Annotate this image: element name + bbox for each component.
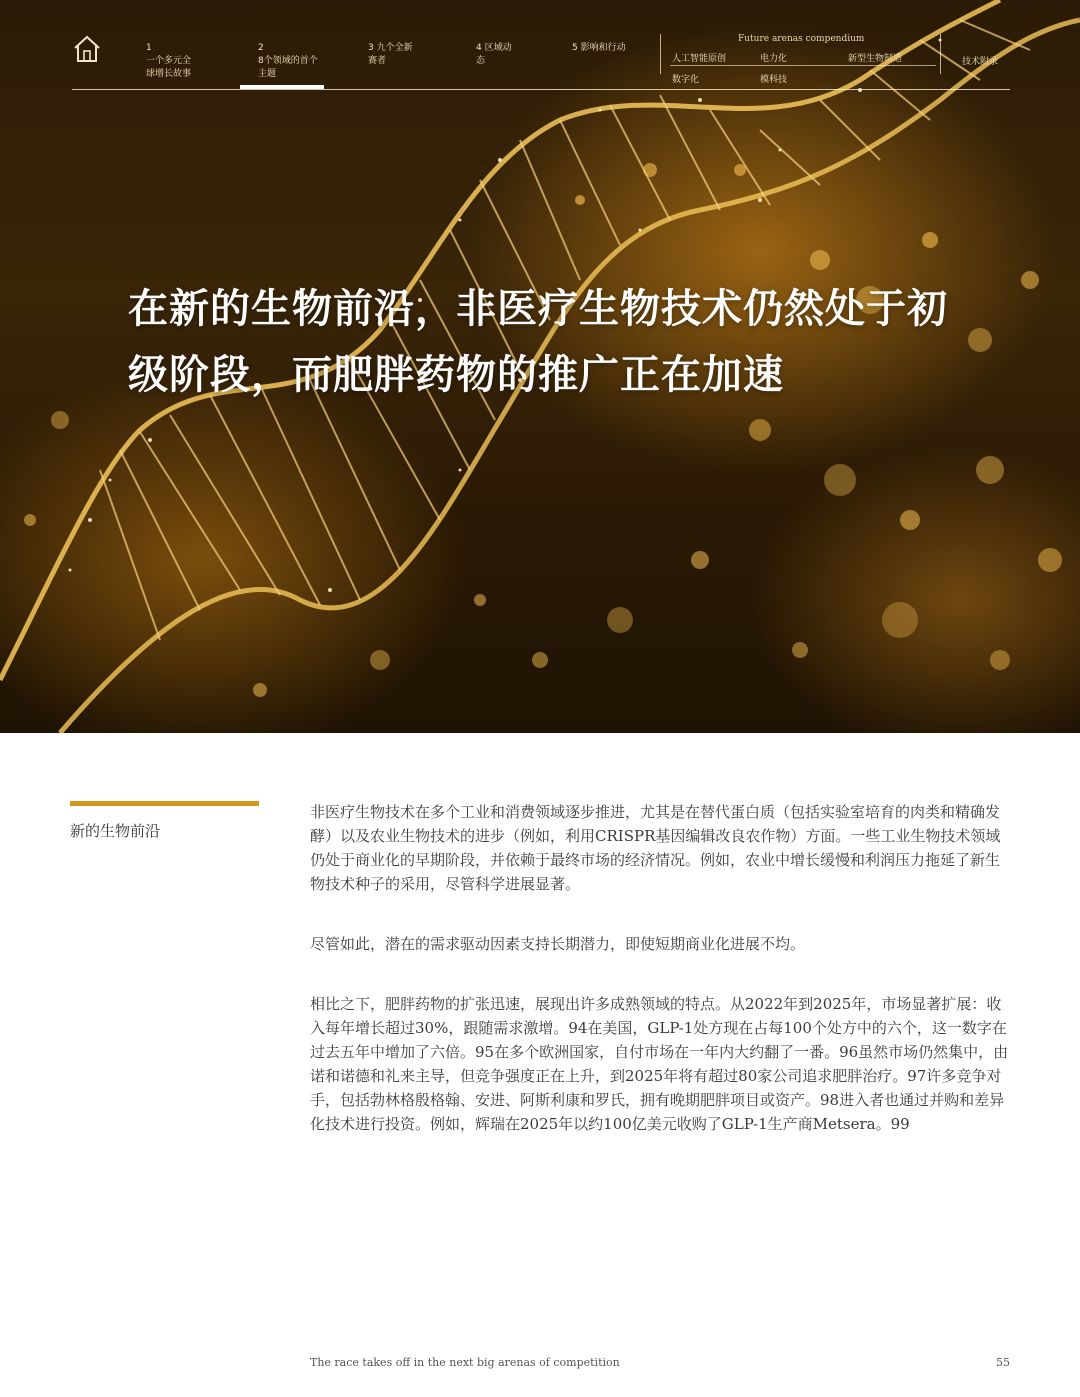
section-label: 新的生物前沿 [70,822,161,840]
nav-item-3[interactable] [368,42,454,68]
nav-group-item-electrification[interactable]: 电力化 [760,54,788,64]
paragraph-1: 非医疗生物技术在多个工业和消费领域逐步推进，尤其是在替代蛋白质（包括实验室培育的肉类和精确发酵）以及农业生物技术的进步（例如，利用CRISPR基因编辑改良农作物）方面。一些工业生物技术领域仍处于商业化的早期阶段，并依赖于最终市场的经济情况。例如，农业中增长缓慢和利润压力拖延了新生物技术种子的采用，尽管科学进展显著。 [310,803,1001,893]
nav-group-item-digital[interactable]: 数字化 [672,75,700,85]
nav-item-5[interactable] [572,42,658,55]
nav-divider-right [940,34,941,74]
nav-item-4-label: 4 区域动态 [476,43,512,66]
nav-group-rule [670,65,936,66]
nav-appendix[interactable]: 技术附录 [962,57,999,67]
home-icon[interactable] [72,34,102,64]
nav-group-item-ai[interactable]: 人工智能原创 [672,54,727,64]
nav-item-2[interactable] [258,42,344,81]
body-text [310,800,1010,1172]
nav-item-4[interactable] [476,42,562,68]
page-number: 55 [996,1356,1010,1369]
footer-title: The race takes off in the next big arenas of competition [310,1356,620,1369]
nav-group-item-biomanufacturing[interactable]: 新型生物制造 [848,54,903,64]
nav-item-1[interactable] [146,42,232,81]
nav-item-1-label: 一个多元全球增长故事 [146,56,192,79]
nav-item-5-label: 5 影响和行动 [572,43,626,53]
paragraph-2: 尽管如此，潜在的需求驱动因素支持长期潜力，即使短期商业化进展不均。 [310,935,806,953]
section-accent-bar [70,801,259,806]
nav-item-1-number: 1 [146,43,152,53]
nav-group-item-tech[interactable]: 模科技 [760,75,788,85]
nav-divider-left [660,34,661,74]
nav-item-2-label: 8个领域的首个主题 [258,56,318,79]
nav-item-3-label: 3 九个全新赛者 [368,43,413,66]
nav-bottom-rule [72,89,1010,90]
nav-item-2-number: 2 [258,43,264,53]
top-navigation [72,34,1010,90]
paragraph-3: 相比之下，肥胖药物的扩张迅速，展现出许多成熟领域的特点。从2022年到2025年，市场显著扩展：收入每年增长超过30%，跟随需求激增。94在美国，GLP-1处方现在占每100个处方中的六个，这一数字在过去五年中增加了六倍。95在多个欧洲国家，自付市场在一年内大约翻了一番。96虽然市场仍然集中，由诺和诺德和礼来主导，但竞争强度正在上升，到2025年将有超过80家公司追求肥胖治疗。97许多竞争对手，包括勃林格殷格翰、安进、阿斯利康和罗氏，拥有晚期肥胖项目或资产。98进入者也通过并购和差异化技术进行投资。例如，辉瑞在2025年以约100亿美元收购了GLP-1生产商Metsera。99 [310,995,1009,1133]
nav-group-title: Future arenas compendium [738,34,865,44]
page-title: 在新的生物前沿，非医疗生物技术仍然处于初级阶段，而肥胖药物的推广正在加速 [128,286,948,398]
